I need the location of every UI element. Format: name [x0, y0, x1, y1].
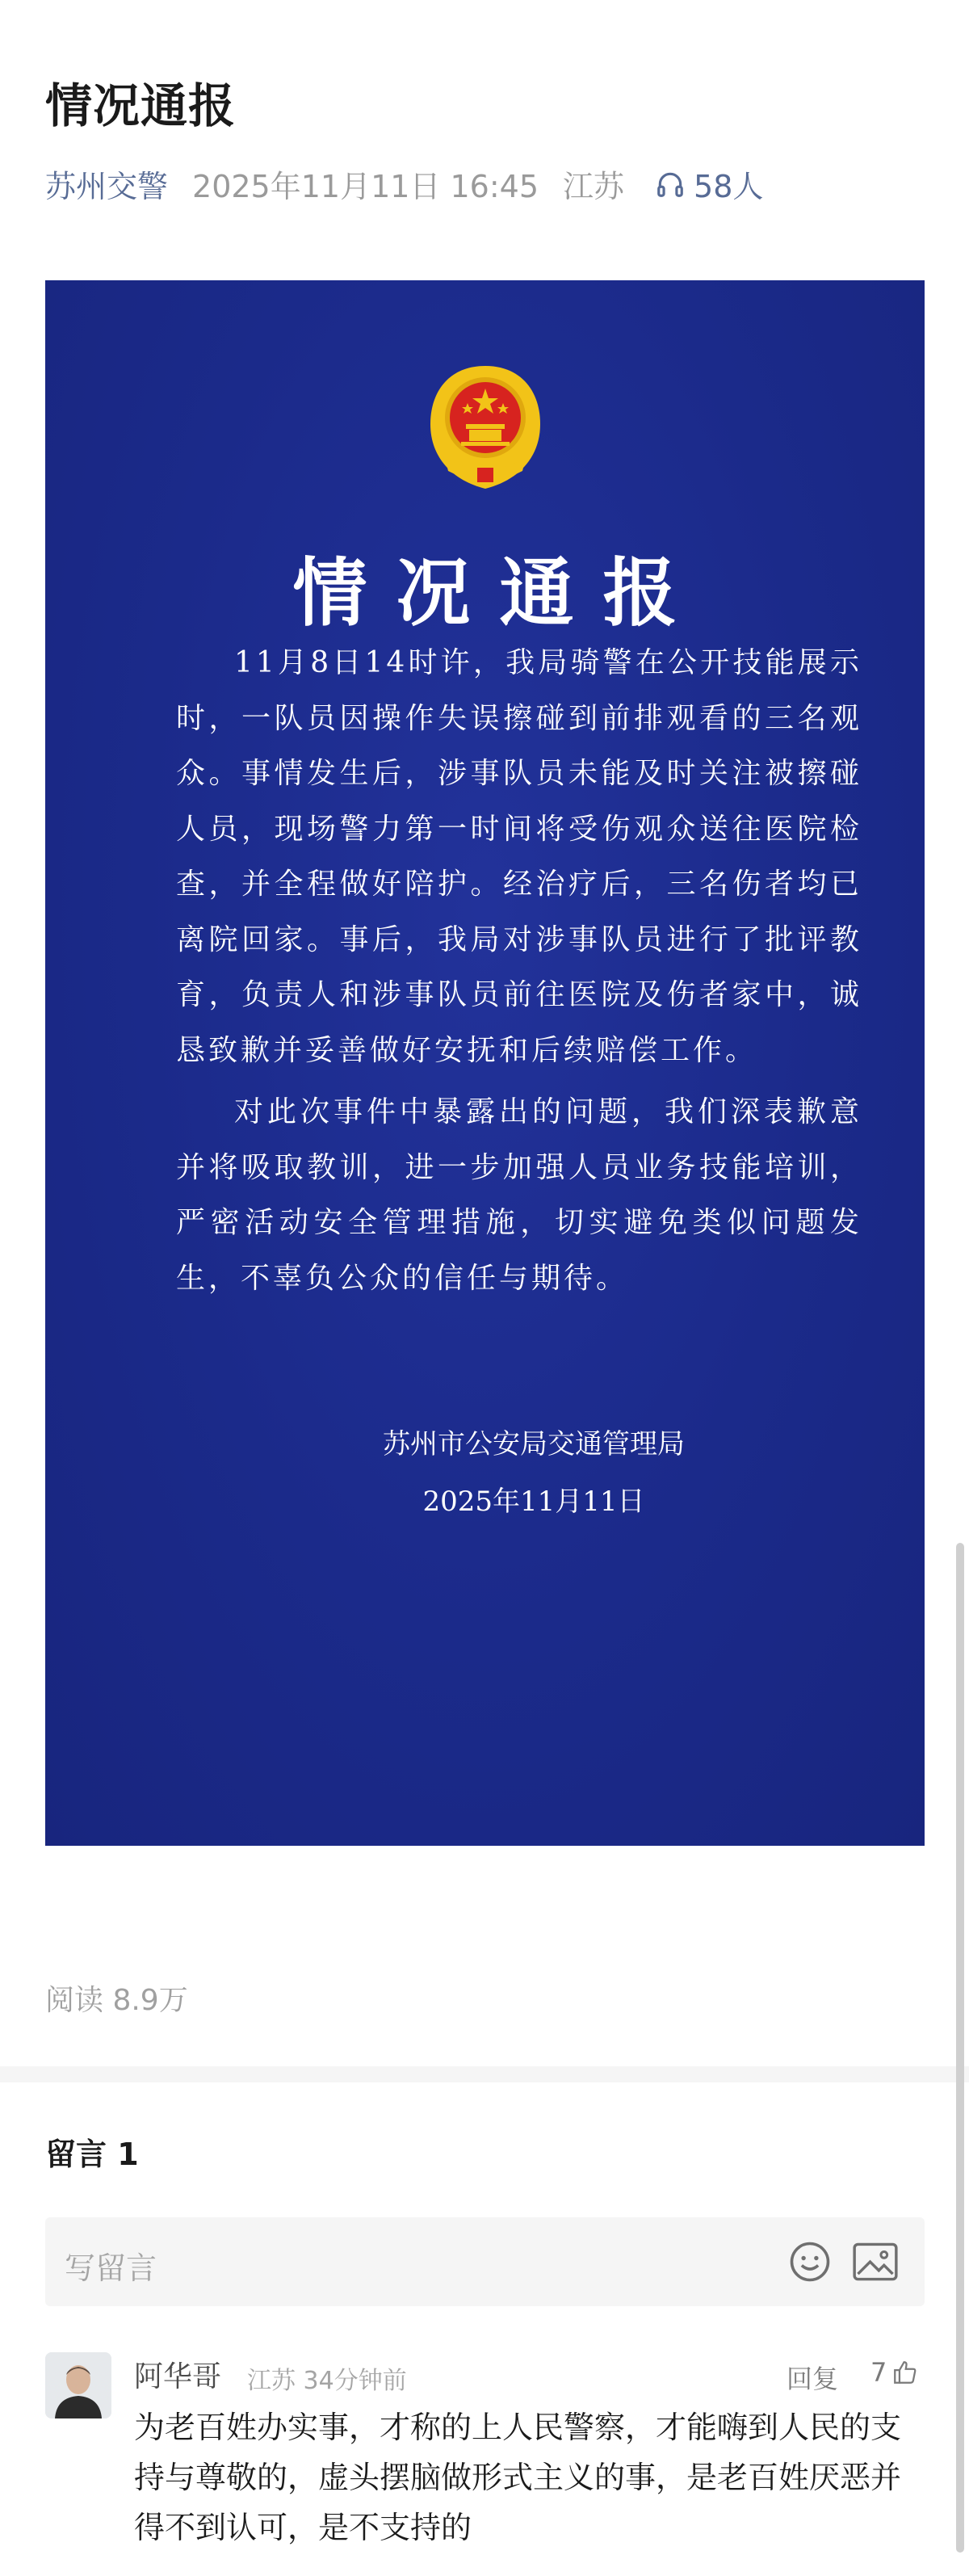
listener-count: 58人	[694, 169, 764, 204]
article-meta	[45, 162, 763, 206]
page-title: 情况通报	[45, 78, 237, 133]
police-emblem-icon	[421, 359, 550, 497]
reply-button[interactable]: 回复	[787, 2364, 839, 2394]
comment-input[interactable]	[45, 2217, 925, 2306]
avatar-image	[45, 2352, 111, 2418]
notice-signature-org: 苏州市公安局交通管理局	[383, 1428, 685, 1460]
notice-signature-date: 2025年11月11日	[422, 1486, 645, 1518]
scrollbar[interactable]	[956, 1543, 964, 2553]
notice-image[interactable]	[45, 280, 925, 1846]
account-name-link[interactable]: 苏州交警	[45, 169, 169, 204]
headphones-icon	[655, 169, 686, 200]
comment-author[interactable]: 阿华哥	[134, 2360, 222, 2393]
thumbs-up-icon	[891, 2359, 919, 2386]
like-count: 7	[870, 2357, 887, 2388]
notice-title: 情况通报	[292, 549, 707, 637]
like-button[interactable]	[870, 2357, 919, 2388]
comment-text: 为老百姓办实事，才称的上人民警察，才能嗨到人民的支持与尊敬的，虚头摆脑做形式主义的事，是老百姓厌恶并得不到认可，是不支持的	[134, 2410, 902, 2545]
comment-input-placeholder: 写留言	[65, 2250, 157, 2286]
section-divider	[0, 2066, 969, 2082]
avatar[interactable]	[45, 2352, 111, 2418]
publish-region: 江苏	[563, 169, 625, 204]
notice-paragraph: 11月8日14时许，我局骑警在公开技能展示时，一队员因操作失误擦碰到前排观看的三名观众。事情发生后，涉事队员未能及时关注被擦碰人员，现场警力第一时间将受伤观众送往医院检查，并全程做好陪护。经治疗后，三名伤者均已离院回家。事后，我局对涉事队员进行了批评教育，负责人和涉事队员前往医院及伤者家中，诚恳致歉并妥善做好安抚和后续赔偿工作。	[176, 646, 862, 1067]
listen-button[interactable]	[655, 162, 763, 206]
notice-paragraph: 对此次事件中暴露出的问题，我们深表歉意并将吸取教训，进一步加强人员业务技能培训，严密活动安全管理措施，切实避免类似问题发生，不辜负公众的信任与期待。	[176, 1095, 862, 1295]
notice-body	[176, 636, 862, 1313]
image-icon[interactable]	[853, 2242, 898, 2282]
read-count: 阅读 8.9万	[45, 1984, 188, 2017]
comment-meta: 江苏 34分钟前	[247, 2367, 407, 2395]
publish-time: 2025年11月11日 16:45	[192, 169, 539, 204]
comments-header: 留言 1	[45, 2137, 139, 2172]
emoji-icon[interactable]	[788, 2240, 832, 2284]
